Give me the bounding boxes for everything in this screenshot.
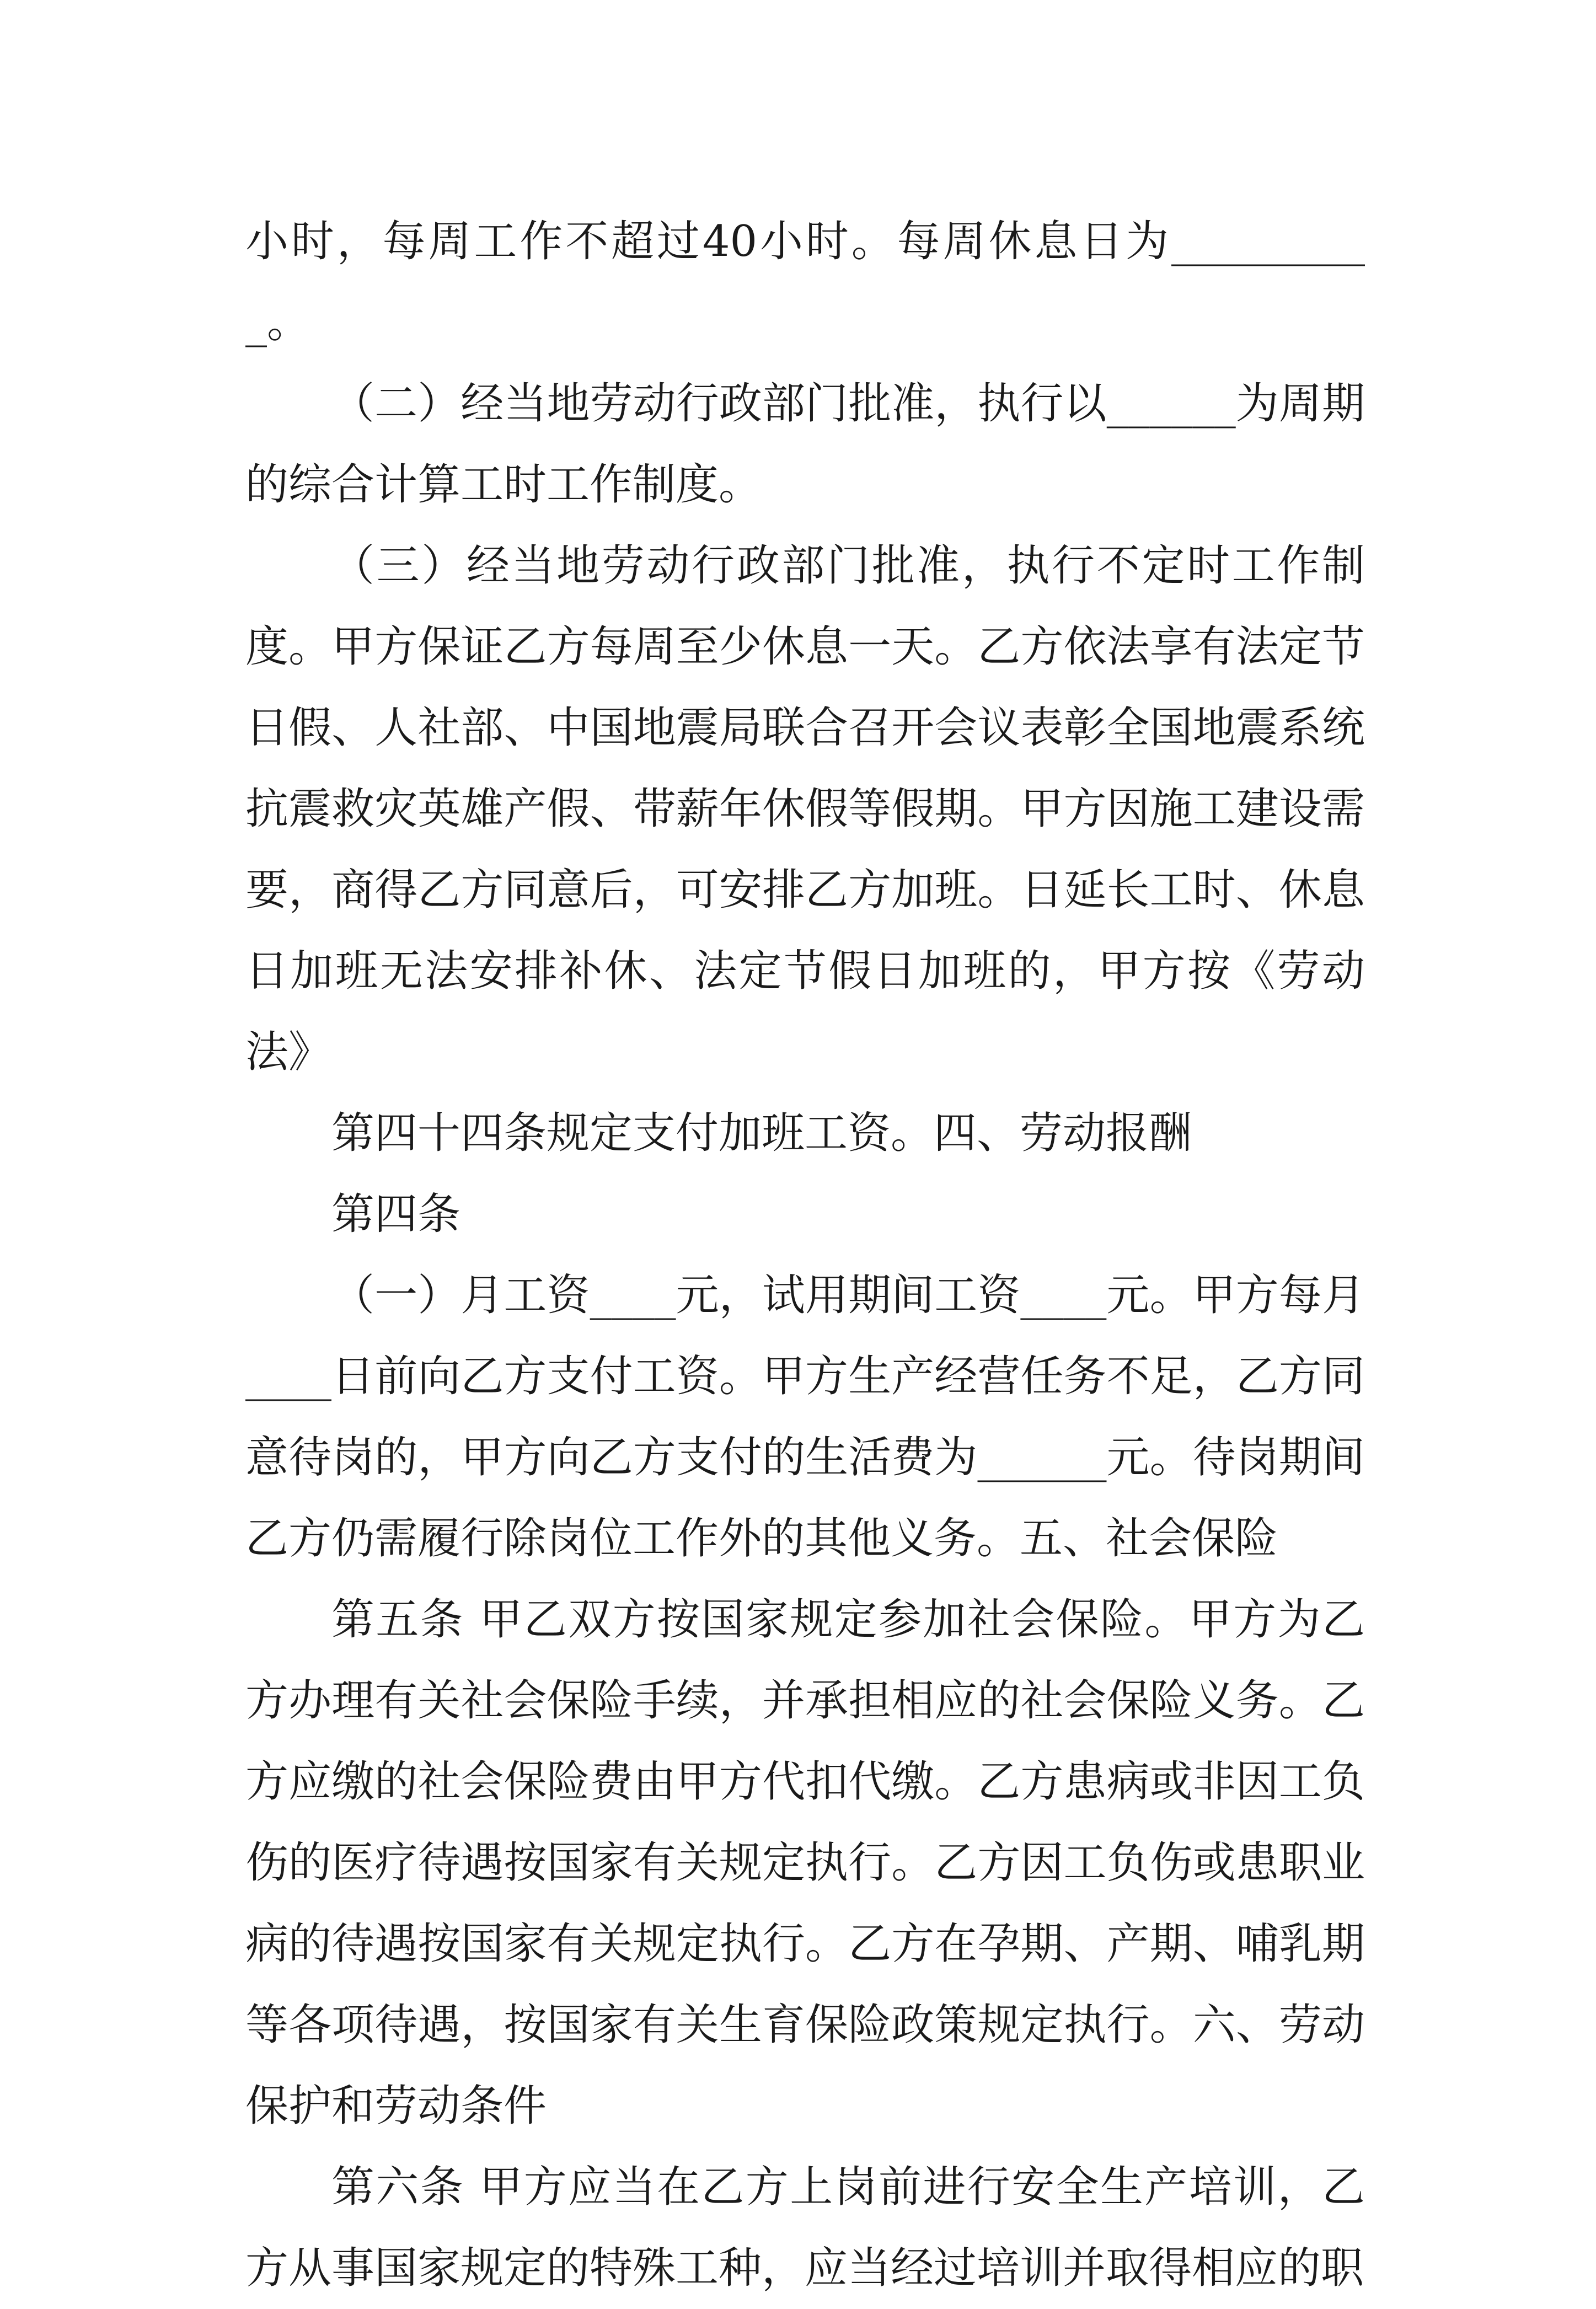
paragraph-social-insurance: 第五条 甲乙双方按国家规定参加社会保险。甲方为乙方办理有关社会保险手续，并承担相应的社会保险义务。乙方应缴的社会保险费由甲方代扣代缴。乙方患病或非因工负伤的医疗待遇按国家有关规定执行。乙方因工负伤或患职业病的待遇按国家有关规定执行。乙方在孕期、产期、哺乳期等各项待遇，按国家有关生育保险政策规定执行。六、劳动保护和劳动条件 [245, 1595, 1365, 2131]
paragraph-flexible-hours: （三）经当地劳动行政部门批准，执行不定时工作制度。甲方保证乙方每周至少休息一天。乙方依法享有法定节日假、人社部、中国地震局联合召开会议表彰全国地震系统抗震救灾英雄产假、带薪年休假等假期。甲方因施工建设需要，商得乙方同意后，可安排乙方加班。日延长工时、休息日加班无法安排补休、法定节假日加班的，甲方按《劳动法》 [245, 541, 1365, 1077]
paragraph-comprehensive-hours: （二）经当地劳动行政部门批准，执行以______为周期的综合计算工时工作制度。 [245, 379, 1365, 510]
paragraph-overtime-pay: 第四十四条规定支付加班工资。四、劳动报酬 [331, 1108, 1192, 1158]
paragraph-monthly-wage: （一）月工资____元，试用期间工资____元。甲方每月____日前向乙方支付工资。甲方生产经营任务不足，乙方同意待岗的，甲方向乙方支付的生活费为______元。待岗期间乙方仍需履行除岗位工作外的其他义务。五、社会保险 [245, 1271, 1365, 1563]
paragraph-safety-training: 第六条 甲方应当在乙方上岗前进行安全生产培训，乙方从事国家规定的特殊工种，应当经过培训并取得相应的职 [245, 2162, 1365, 2293]
article-four-heading: 第四条 [331, 1190, 461, 1239]
document-page [245, 201, 1365, 2309]
paragraph-weekly-hours: 小时，每周工作不超过40小时。每周休息日为__________。 [245, 217, 1365, 347]
